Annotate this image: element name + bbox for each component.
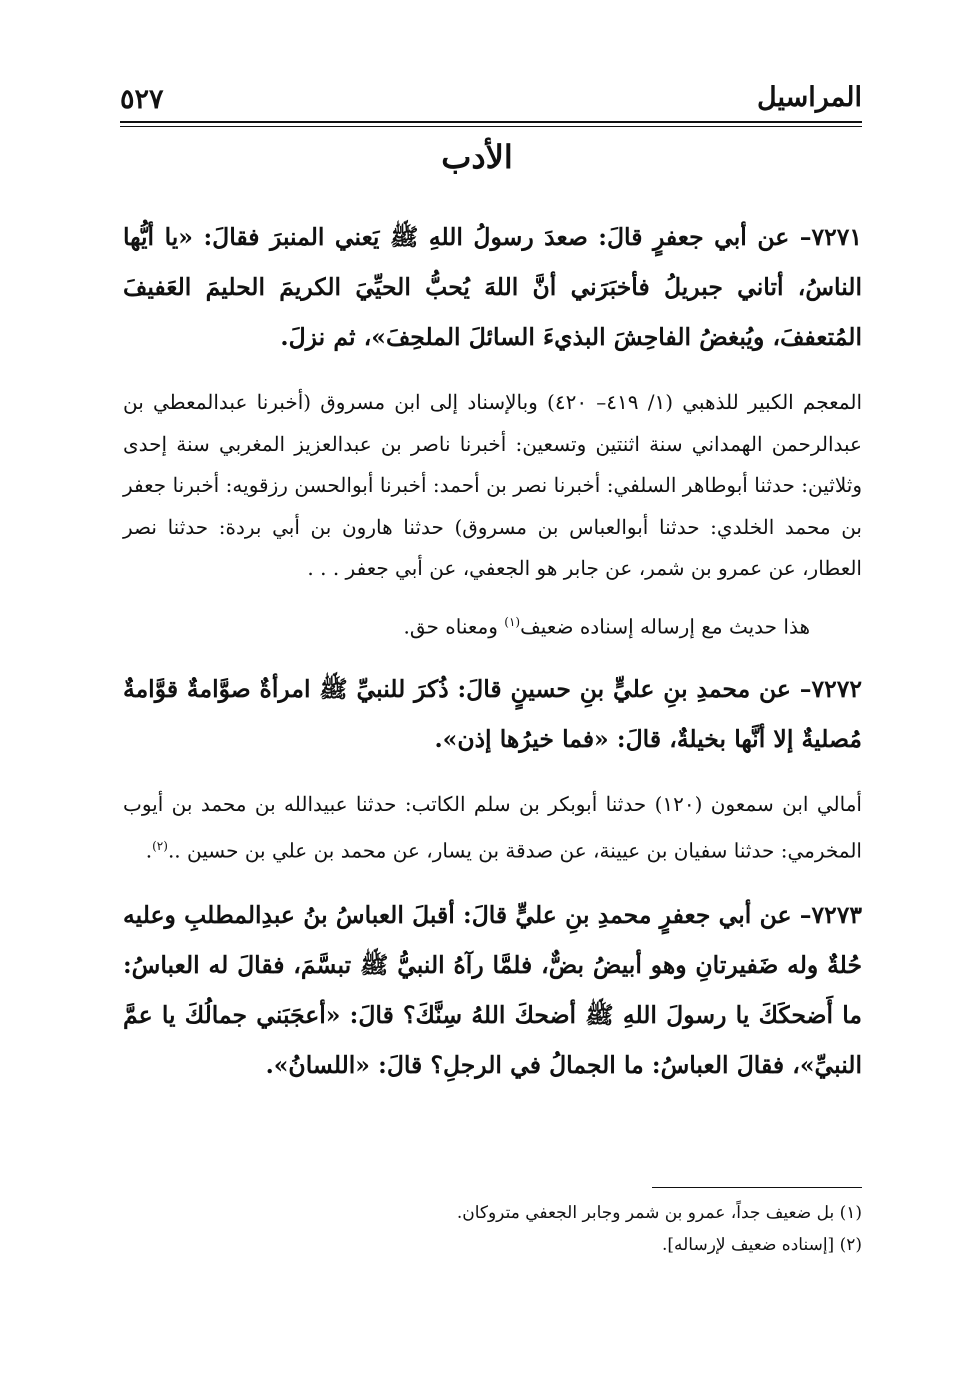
footnote-separator: [652, 1187, 862, 1188]
grade-7271: [123, 602, 862, 647]
hadith-number: ٧٢٧١–: [799, 223, 863, 251]
header-rule-thin: [120, 126, 862, 127]
hadith-7271: [123, 212, 862, 362]
hadith-text: عن أبي جعفرٍ قالَ: صعدَ رسولُ اللهِ ﷺ يَعني المنبرَ فقالَ: «يا أيُّها الناسُ، أتاني جبريلُ فأخبَرَني أنَّ اللهَ يُحبُّ الحيِّيَ الكريمَ الحليمَ العَفيفَ المُتعففَ، ويُبغضُ الفاحِشَ البذيءَ السائلَ الملحِفَ»، ثم نزلَ.: [123, 223, 862, 351]
footnote-ref-2: (٢): [152, 838, 168, 853]
hadith-text: عن أبي جعفرٍ محمدِ بنِ عليٍّ قالَ: أقبلَ العباسُ بنُ عبدِالمطلبِ وعليه حُلةٌ وله ضَفيرتانِ وهو أبيضُ بضٌّ، فلمَّا رآهُ النبيُّ ﷺ تبسَّمَ، فقالَ له العباسُ: ما أَضحكَكَ يا رسولَ اللهِ ﷺ أضحكَ اللهُ سِنَّكَ؟ قالَ: «أعجَبَني جمالُكَ يا عمَّ النبيِّ»، فقالَ العباسُ: ما الجمالُ في الرجلِ؟ قالَ: «اللسانُ».: [123, 900, 862, 1079]
footnotes: [123, 1197, 862, 1261]
running-head: المراسيل: [757, 82, 862, 113]
source-7272: أمالي ابن سمعون (١٢٠) حدثنا أبوبكر بن سلم الكاتب: حدثنا عبيدالله بن محمد بن أيوب المخرمي: حدثنا سفيان بن عيينة، عن صدقة بن يسار، عن محمد بن علي بن حسين ..$^{(٢)}$.: [123, 792, 862, 863]
page-header: [120, 78, 862, 122]
source-7271: المعجم الكبير للذهبي (١/ ٤١٩– ٤٢٠) وبالإسناد إلى ابن مسروق (أخبرنا عبدالمعطي بن عبدالرحمن الهمداني سنة اثنتين وتسعين: أخبرنا ناصر بن عبدالعزيز المغربي سنة إحدى وثلاثين: حدثنا أبوطاهر السلفي: أخبرنا نصر بن أحمد: أخبرنا أبوالحسن رزقويه: أخبرنا جعفر بن محمد الخلدي: حدثنا أبوالعباس بن مسروق) حدثنا هارون بن أبي بردة: حدثنا نصر العطار، عن عمرو بن شمر، عن جابر هو الجعفي، عن أبي جعفر . . .: [123, 390, 862, 580]
hadith-number: ٧٢٧٢–: [799, 675, 862, 704]
footnote-1: (١) بل ضعيف جداً، عمرو بن شمر وجابر الجعفي متروكان.: [456, 1203, 862, 1223]
grade-text-end: ومعناه حق.: [403, 614, 505, 639]
footnote-2: (٢) [إسناده ضعيف لإرساله].: [661, 1235, 862, 1255]
hadith-7272: [123, 664, 862, 764]
section-title: الأدب: [441, 138, 513, 176]
hadith-number: ٧٢٧٣–: [799, 900, 862, 929]
source-text: أمالي ابن سمعون (١٢٠) حدثنا أبوبكر بن سلم الكاتب: حدثنا عبيدالله بن محمد بن أيوب المخرمي: حدثنا سفيان بن عيينة، عن صدقة بن يسار، عن محمد بن علي بن حسين ..: [123, 792, 862, 863]
hadith-text: عن محمدِ بنِ عليٍّ بنِ حسينٍ قالَ: ذُكرَ للنبيِّ ﷺ امرأةٌ صوَّامةٌ قوَّامةٌ مُصليةٌ إلا أنَّها بخيلةٌ، قالَ: «فما خيرُها إذن».: [123, 675, 862, 754]
header-rule-thick: [120, 121, 862, 123]
hadith-7273: [123, 890, 862, 1090]
footnote-ref-1: (١): [504, 614, 521, 629]
grade-text: هذا حديث مع إرساله إسناده ضعيف: [520, 614, 810, 639]
main-text: [123, 212, 862, 1090]
page-number: ٥٢٧: [120, 84, 164, 115]
